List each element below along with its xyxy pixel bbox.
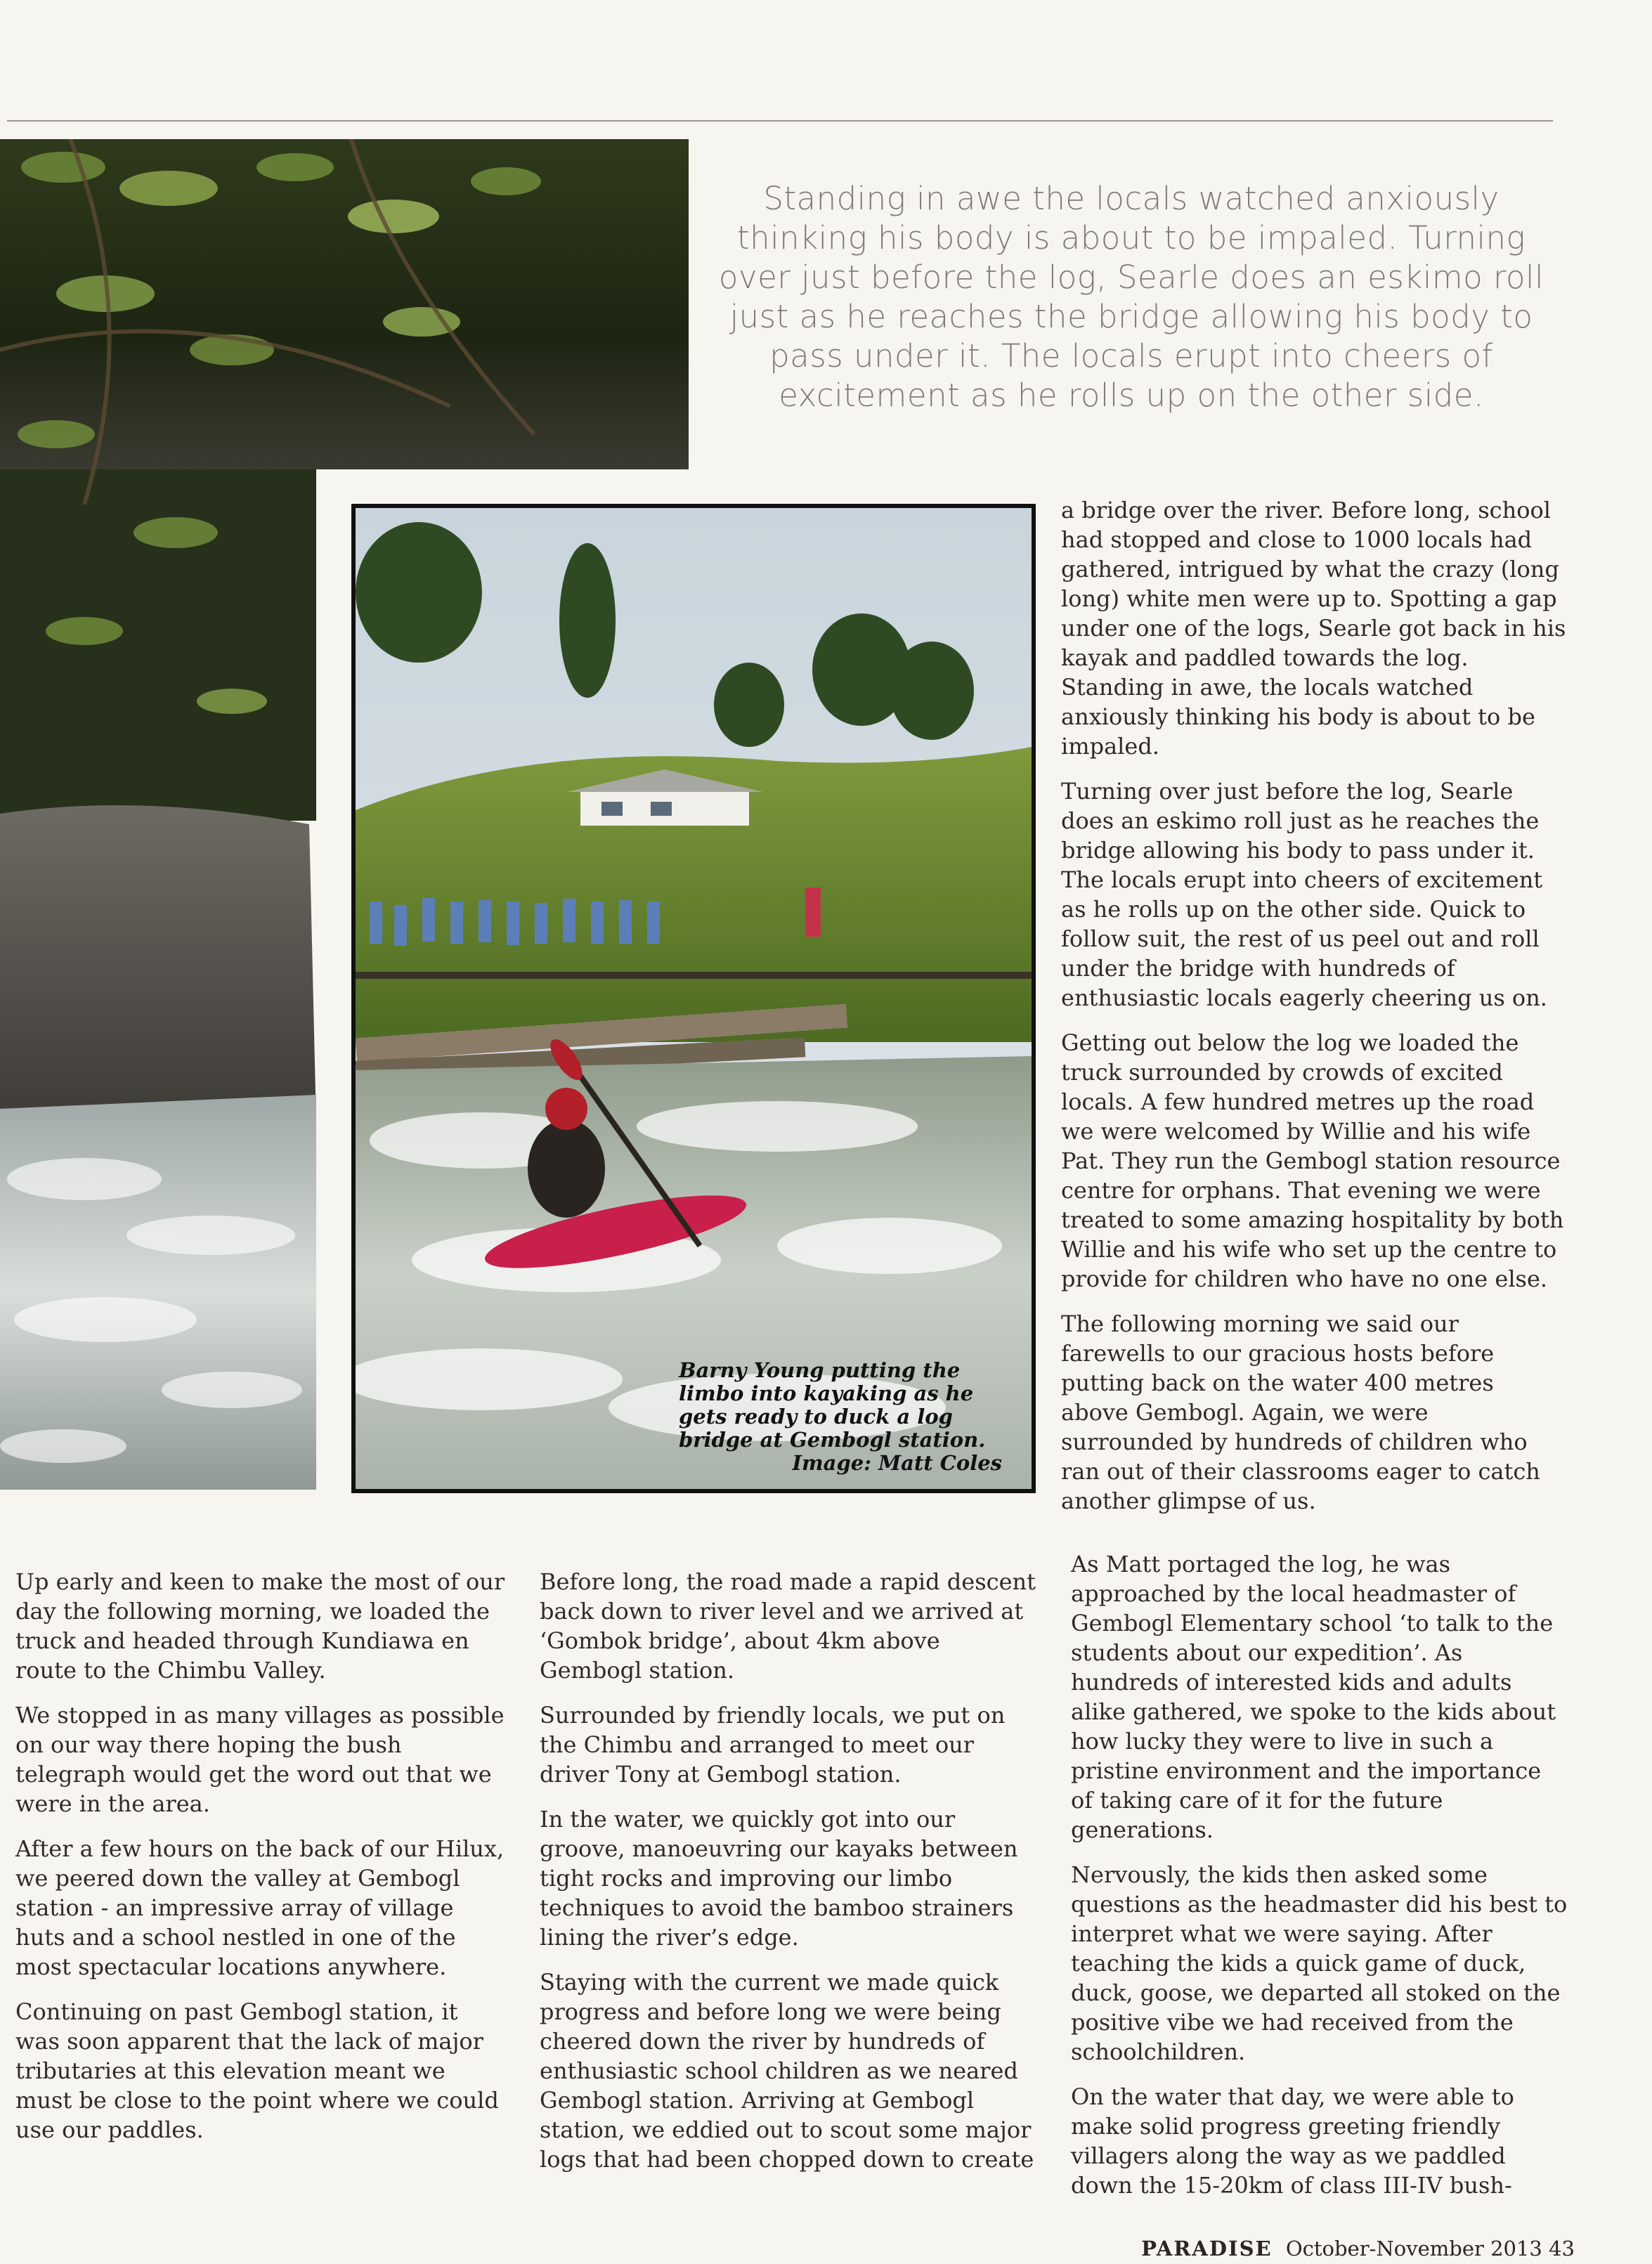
- paragraph: Getting out below the log we loaded the truck surrounded by crowds of excited locals. A few hundred metres up the road we were welcomed by Willie and his wife Pat. They run the Gembogl station resource centre for orphans. That evening we were treated to some amazing hospitality by both Willie and his wife who set up the centre to provide for children who have no one else.: [1061, 1029, 1564, 1292]
- paragraph: The following morning we said our farewells to our gracious hosts before putting back on the water 400 metres above Gembogl. Again, we were surrounded by hundreds of children who ran out of their classrooms eager to catch another glimpse of us.: [1061, 1310, 1540, 1514]
- paragraph: We stopped in as many villages as possible on our way there hoping the bush telegraph would get the word out that we were in the area.: [15, 1702, 505, 1817]
- paragraph: On the water that day, we were able to make solid progress greeting friendly villagers along the way as we paddled down the 15-20km of class III-IV bush-: [1071, 2083, 1514, 2199]
- page-number: 43: [1549, 2237, 1575, 2260]
- paragraph: After a few hours on the back of our Hilux, we peered down the valley at Gembogl station - an impressive array of village huts and a school nestled in one of the most spectacular locations anywhere.: [15, 1835, 505, 1980]
- paragraph: Turning over just before the log, Searle does an eskimo roll just as he reaches the bridge allowing his body to pass under it. The locals erupt into cheers of excitement as he rolls up on the other side. Quick to follow suit, the rest of us peel out and roll under the bridge with hundreds of enthusiastic locals eagerly cheering us on.: [1061, 778, 1547, 1011]
- pull-quote: Standing in awe the locals watched anxiously thinking his body is about to be impaled. Turning over just before the log, Searle does an eskimo roll just as he reaches the bridge allowing his body to pass under it. The locals erupt into cheers of excitement as he rolls up on the other side.: [718, 180, 1544, 414]
- paragraph: Staying with the current we made quick progress and before long we were being cheered down the river by hundreds of enthusiastic school children as we neared Gembogl station. Arriving at Gembogl station, we eddied out to scout some major logs that had been chopped down to create: [540, 1969, 1034, 2173]
- magazine-name: PARADISE: [1141, 2237, 1273, 2260]
- paragraph: Surrounded by friendly locals, we put on the Chimbu and arranged to meet our driver Tony at Gembogl station.: [540, 1702, 1006, 1788]
- paragraph: In the water, we quickly got into our groove, manoeuvring our kayaks between tight rocks and improving our limbo techniques to avoid the bamboo strainers lining the river’s edge.: [540, 1806, 1018, 1951]
- kayak-photo: [351, 504, 1036, 1493]
- page-footer: [1141, 2237, 1575, 2260]
- body-column-top-right: [1061, 495, 1567, 1531]
- top-rule: [7, 120, 1553, 122]
- body-column-middle: [540, 1567, 1046, 2190]
- kayak-photo-illustration: [356, 508, 1032, 1489]
- caption-text: Barny Young putting the limbo into kayaking as he gets ready to duck a log bridge at Gembogl station.: [679, 1358, 986, 1452]
- caption-credit: Image: Matt Coles: [792, 1451, 1002, 1475]
- paragraph: Before long, the road made a rapid descent back down to river level and we arrived at ‘Gombok bridge’, about 4km above Gembogl station.: [540, 1568, 1036, 1684]
- paragraph: a bridge over the river. Before long, school had stopped and close to 1000 locals had gathered, intrigued by what the crazy (long long) white men were up to. Spotting a gap under one of the logs, Searle got back in his kayak and paddled towards the log. Standing in awe, the locals watched anxiously thinking his body is about to be impaled.: [1061, 497, 1566, 760]
- photo-caption: [679, 1359, 1002, 1475]
- paragraph: Up early and keen to make the most of our day the following morning, we loaded the truck and headed through Kundiawa en route to the Chimbu Valley.: [15, 1568, 505, 1684]
- paragraph: Continuing on past Gembogl station, it was soon apparent that the lack of major tributaries at this elevation meant we must be close to the point where we could use our paddles.: [15, 1998, 499, 2143]
- issue-date: October-November 2013: [1285, 2237, 1542, 2260]
- body-column-right: [1071, 1549, 1570, 2216]
- paragraph: Nervously, the kids then asked some questions as the headmaster did his best to interpret what we were saying. After teaching the kids a quick game of duck, duck, goose, we departed all stoked on the positive vibe we had received from the schoolchildren.: [1071, 1861, 1568, 2065]
- paragraph: As Matt portaged the log, he was approached by the local headmaster of Gembogl Elementary school ‘to talk to the students about our expedition’. As hundreds of interested kids and adults alike gathered, we spoke to the kids about how lucky they were to live in such a pristine environment and the importance of taking care of it for the future generations.: [1071, 1551, 1556, 1843]
- body-column-left: [15, 1567, 507, 2160]
